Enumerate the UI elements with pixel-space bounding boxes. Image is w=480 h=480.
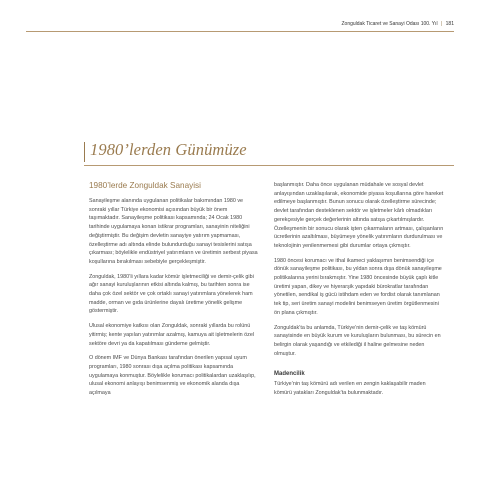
page-number: 181 [445,21,454,27]
body-paragraph: Ulusal ekonomiye katkısı olan Zonguldak, sonraki yıllarda bu rolünü yitirmiş; kente yapılan yatırımlar azalmış, kamuya ait işletmelerin özel sektöre devri ya da kapatılması gündeme gelmiştir. [89,323,255,347]
running-title: Zonguldak Ticaret ve Sanayi Odası 100. Yıl [341,21,438,27]
right-column [274,181,444,404]
section-heading: 1980’lerde Zonguldak Sanayisi [89,181,201,190]
chapter-title-bar [84,142,85,162]
chapter-title: 1980’lerden Günümüze [90,140,247,159]
body-paragraph: Türkiye’nin taş kömürü adı verilen en zengin kaklaşabilir maden kömürü yatakları Zonguldak’ta bulunmaktadır. [274,381,426,397]
body-paragraph: 1980 öncesi korumacı ve ithal ikameci yaklaşımın benimsendiği içe dönük sanayileşme politikası, bu yıldan sonra dışa dönük sanayileşme politikalarına yerini bırakmıştır. Yine 1980 öncesinde büyük çaplı kitle üretimi yapan, dikey ve hiyerarşik yapıdaki bürokratlar tarafından yönetilen, sendikal iş gücü istihdam eden ve fordist olarak tanımlanan tek tip, seri üretim sanayi modelini benimseyen üretim örgütlenmesini ön plana çıkmıştır. [274,257,442,316]
body-paragraph: Zonguldak’ta bu anlamda, Türkiye’nin demir-çelik ve taş kömürü sanayisinde en büyük kurum ve kuruluşların bulunması, bu sürecin en belirgin olarak yaşandığı ve etkilediği il haline gelmesine neden olmuştur. [274,324,441,357]
subsection-heading: Madencilik [274,371,305,378]
running-header [341,21,454,27]
body-paragraph: Sanayileşme alanında uygulanan politikalar bakımından 1980 ve sonraki yıllar Türkiye ekonomisi açısından büyük bir önem taşımaktadır. Sanayileşme politikası kapsamında; 24 Ocak 1980 tarihinde uygulamaya konan istikrar programları, sanayinin niteliğini değiştirmiştir. Bu değişim devletin sanayiye yatırım yapmaması, özelleştirme adı altında elinde bulundurduğu sanayi tesislerini satışa çıkarması; böylelikle endüstriyel yatırımların ve üretimin serbest piyasa koşullarına bırakılması sebebiyle gerçekleşmiştir. [89,198,258,265]
header-rule [26,31,454,32]
body-paragraph: başlanmıştır. Daha önce uygulanan müdahale ve sosyal devlet anlayışından uzaklaşılarak, ekonomide piyasa koşullarına göre hareket edilmeye başlanmıştır. Bunun sonucu olarak özelleştirme sürecinde; devlet tarafından desteklenen sektör ve işletmeler kârlı olmadıkları gerekçesiyle gerçek değerlerinin altında satışa çıkartılmışlardır. Özelleşmenin bir sonucu olarak işten çıkarmaların artması, çalışanların ücretlerinin azaltılması, büyümeye yönelik yatırımların durdurulması ve teknolojinin yenilenmemesi gibi durumlar ortaya çıkmıştır. [274,182,444,249]
chapter-rule [84,165,454,166]
body-paragraph: Zonguldak, 1980’li yıllara kadar kömür işletmeciliği ve demir-çelik gibi ağır sanayi kuruluşlarının etkisi altında kalmış, bu tarihten sonra ise daha çok özel sektör ve çok ortaklı sanayi yatırımlara yönelerek ham madde, orman ve gıda ürünlerine dayalı üretime yönelik gelişme göstermiştir. [89,273,254,315]
left-column [89,181,259,404]
header-separator: | [440,21,443,27]
body-paragraph: O dönem IMF ve Dünya Bankası tarafından önerilen yapısal uyum programları, 1980 sonrası dışa açılma politikası kapsamında uygulamaya konmuştur. Böylelikle korumacı politikalardan uzaklaşılıp, ulusal ekonomi anlayışı benimsenmiş ve ekonomik alanda dışa açılmaya [89,355,256,397]
